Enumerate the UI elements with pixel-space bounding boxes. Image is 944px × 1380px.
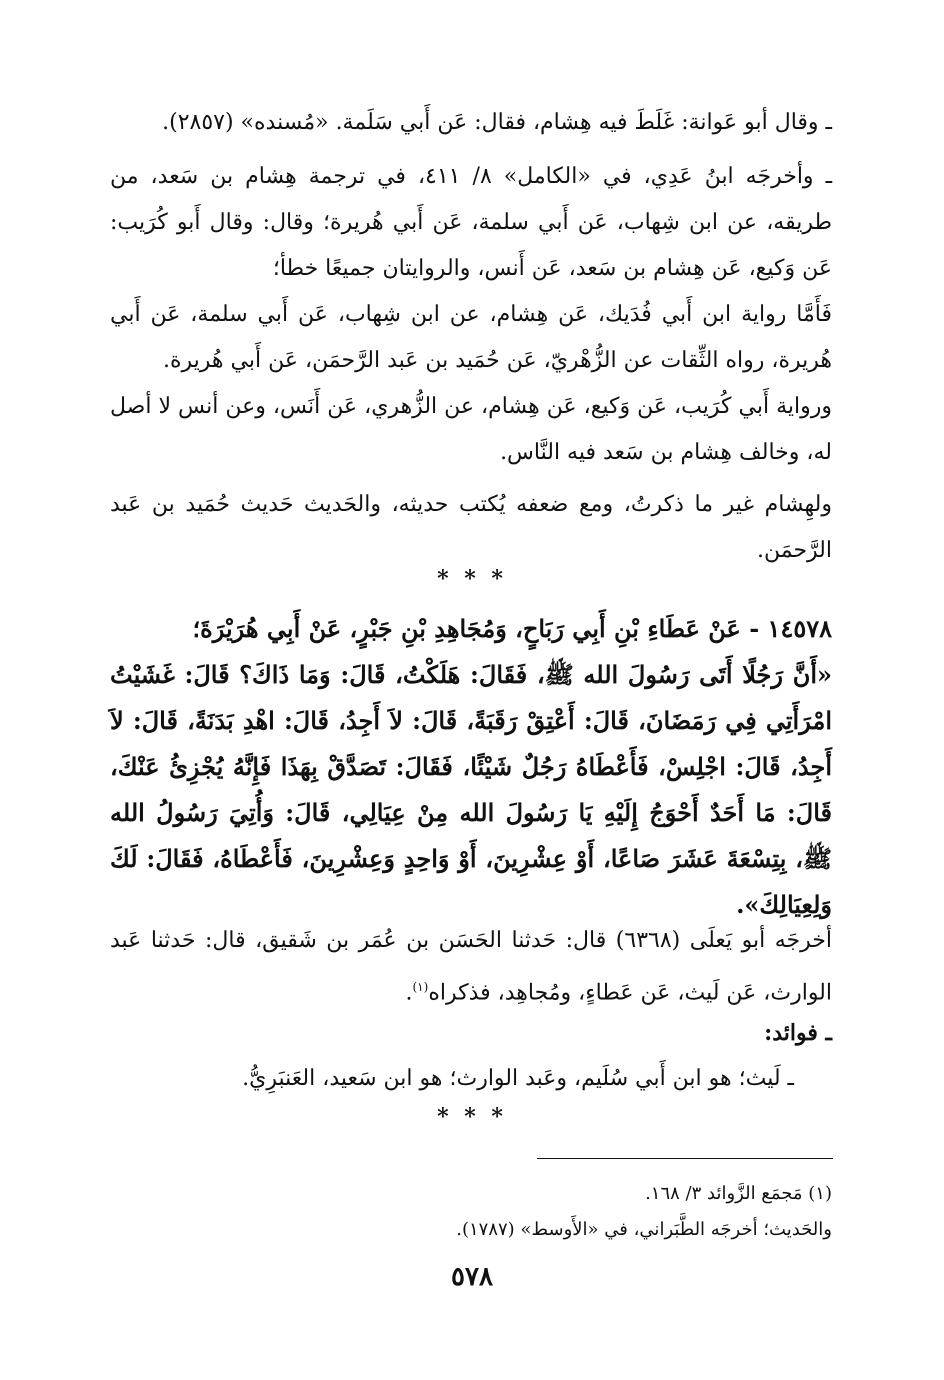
section-separator-2: * * * xyxy=(437,1104,507,1130)
hadith-block xyxy=(110,606,832,928)
footnote-1: (١) مَجمَع الزَّوائد ٣/ ١٦٨. xyxy=(645,1183,832,1204)
fawaid-heading: ـ فوائد: xyxy=(764,1020,832,1046)
section-separator: * * * xyxy=(437,566,507,592)
paragraph-abu-kurayb: ورواية أَبي كُرَيب، عَن وَكيع، عَن هِشام، عن الزُّهري، عَن أَنَس، وعن أنس لا أصل له، وخالف هِشام بن سَعد فيه النَّاس. xyxy=(110,394,832,465)
footnote-divider xyxy=(537,1158,833,1159)
page-number: ٥٧٨ xyxy=(451,1262,493,1292)
hadith-isnad: ١٤٥٧٨ - عَنْ عَطَاءِ بْنِ أَبِي رَبَاحٍ، وَمُجَاهِدِ بْنِ جَبْرٍ، عَنْ أَبِي هُرَيْرَةَ؛ xyxy=(192,614,832,643)
hadith-matn: «أَنَّ رَجُلًا أَتَى رَسُولَ الله ﷺ، فَقَالَ: هَلَكْتُ، قَالَ: وَمَا ذَاكَ؟ قَالَ: غَشَيْتُ امْرَأَتِي فِي رَمَضَانَ، قَالَ: أَعْتِقْ رَقَبَةً، قَالَ: لاَ أَجِدُ، قَالَ: اهْدِ بَدَنَةً، قَالَ: لاَ أَجِدُ، قَالَ: اجْلِسْ، فَأَعْطَاهُ رَجُلٌ شَيْئًا، فَقَالَ: تَصَدَّقْ بِهَذَا فَإِنَّهُ يُجْزِئُ عَنْكَ، قَالَ: مَا أَحَدٌ أَحْوَجُ إِلَيْهِ يَا رَسُولَ الله مِنْ عِيَالِي، قَالَ: وَأُتِيَ رَسُولُ الله ﷺ، بِتِسْعَةَ عَشَرَ صَاعًا، أَوْ عِشْرِينَ، أَوْ وَاحِدٍ وَعِشْرِينَ، فَأَعْطَاهُ، فَقَالَ: لَكَ وَلِعِيَالِكَ». xyxy=(110,660,832,919)
paragraph-abu-awana: ـ وقال أبو عَوانة: غَلَطَ فيه هِشام، فقال: عَن أَبي سَلَمة. «مُسنده» (٢٨٥٧). xyxy=(162,110,832,135)
footnote-marker: (١) xyxy=(412,980,429,994)
paragraph-hisham: ولهِشام غير ما ذكرتُ، ومع ضعفه يُكتب حديثه، والحَديث حَديث حُمَيد بن عَبد الرَّحمَن. xyxy=(110,492,832,563)
paragraph-ibn-adi: ـ وأخرجَه ابنُ عَدِي، في «الكامل» ٨/ ٤١١، في ترجمة هِشام بن سَعد، من طريقه، عن ابن شِهاب، عَن أَبي سلمة، عَن أَبي هُريرة؛ وقال: وقال أَبو كُرَيب: عَن وَكيع، عَن هِشام بن سَعد، عَن أَنس، والروايتان جميعًا خطأ؛ xyxy=(110,164,833,281)
takhrij-text: أخرجَه أبو يَعلَى (٦٣٦٨) قال: حَدثنا الحَسَن بن عُمَر بن شَقيق، قال: حَدثنا عَبد الوارث، عَن لَيث، عَن عَطاءٍ، ومُجاهِد، فذكراه xyxy=(110,928,832,1006)
footnote-2: والحَديث؛ أخرجَه الطَّبَراني، في «الأَوسط» (١٧٨٧). xyxy=(456,1219,832,1240)
takhrij-paragraph: أخرجَه أبو يَعلَى (٦٣٦٨) قال: حَدثنا الحَسَن بن عُمَر بن شَقيق، قال: حَدثنا عَبد الوارث، عَن لَيث، عَن عَطاءٍ، ومُجاهِد، فذكراه$^{(١)}$. xyxy=(110,928,832,1006)
fawaid-text: ـ لَيث؛ هو ابن أَبي سُلَيم، وعَبد الوارث؛ هو ابن سَعيد، العَنبَرِيُّ. xyxy=(242,1066,794,1091)
paragraph-ibn-abi-fudayk: فَأَمَّا رواية ابن أَبي فُدَيك، عَن هِشام، عن ابن شِهاب، عَن أَبي سلمة، عَن أَبي هُريرة، رواه الثِّقات عن الزُّهْريّ، عَن حُمَيد بن عَبد الرَّحمَن، عَن أَبي هُريرة. xyxy=(110,302,832,373)
